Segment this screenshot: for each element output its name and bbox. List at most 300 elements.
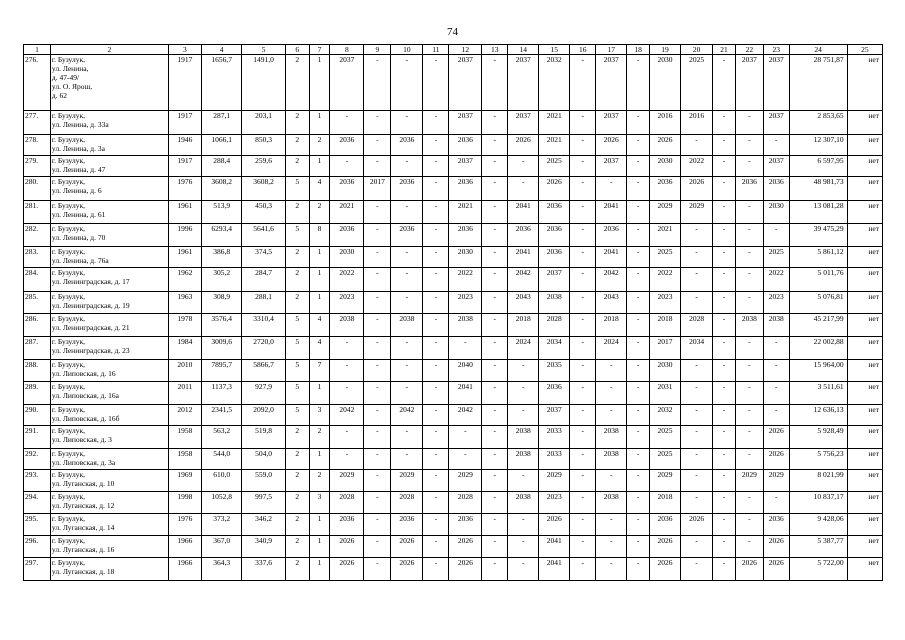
address-line: г. Бузулук,	[51, 135, 85, 144]
value-cell: 2036	[330, 224, 364, 247]
value-cell: -	[627, 405, 650, 426]
value-cell: 2029	[391, 470, 423, 492]
value-cell: 48 981,73	[789, 177, 847, 201]
value-cell: 2043	[596, 292, 627, 314]
value-cell: -	[391, 55, 423, 111]
value-cell: -	[508, 156, 539, 177]
value-cell: 2041	[508, 201, 539, 224]
address-cell	[50, 558, 168, 581]
value-cell: 259,6	[242, 156, 285, 177]
value-cell: 2026	[330, 558, 364, 581]
value-cell: -	[364, 426, 391, 449]
value-cell: -	[364, 514, 391, 536]
value-cell: 2011	[168, 382, 201, 405]
value-cell: -	[423, 558, 449, 581]
address-line: ул. Ленинградская, д. 17	[51, 277, 130, 286]
value-cell: 2030	[650, 55, 681, 111]
value-cell: -	[508, 177, 539, 201]
address-line: ул. Луганская, д. 14	[51, 523, 115, 532]
value-cell: -	[364, 268, 391, 292]
value-cell: -	[423, 135, 449, 156]
value-cell: -	[763, 337, 789, 360]
value-cell: -	[627, 292, 650, 314]
value-cell: 2026	[391, 558, 423, 581]
value-cell: 2036	[449, 514, 482, 536]
value-cell: -	[763, 360, 789, 382]
value-cell: -	[364, 55, 391, 111]
value-cell: -	[627, 514, 650, 536]
value-cell: 2037	[735, 55, 763, 111]
value-cell: 2026	[681, 177, 713, 201]
value-cell: 2	[285, 268, 309, 292]
value-cell: 559,0	[242, 470, 285, 492]
value-cell: -	[330, 111, 364, 135]
value-cell: 364,3	[201, 558, 241, 581]
value-cell: -	[627, 247, 650, 268]
column-number-cell: 4	[201, 45, 241, 55]
value-cell: 2036	[449, 177, 482, 201]
value-cell: -	[713, 382, 736, 405]
value-cell: -	[570, 405, 596, 426]
address-line: ул. Ленинградская, д. 19	[51, 301, 130, 310]
address-cell	[50, 492, 168, 514]
value-cell: -	[713, 536, 736, 558]
value-cell: 2028	[391, 492, 423, 514]
value-cell: 2037	[763, 55, 789, 111]
value-cell: -	[364, 337, 391, 360]
value-cell: 2023	[650, 292, 681, 314]
value-cell: 2720,0	[242, 337, 285, 360]
address-line: г. Бузулук,	[51, 156, 85, 165]
value-cell: -	[681, 426, 713, 449]
value-cell: -	[735, 449, 763, 470]
value-cell: -	[627, 55, 650, 111]
value-cell: 927,9	[242, 382, 285, 405]
column-number-header-row	[24, 45, 883, 55]
value-cell: -	[735, 426, 763, 449]
value-cell: 1996	[168, 224, 201, 247]
value-cell: -	[330, 382, 364, 405]
value-cell: 2037	[539, 268, 570, 292]
value-cell: 563,2	[201, 426, 241, 449]
value-cell: 2038	[508, 449, 539, 470]
value-cell: нет	[847, 268, 882, 292]
value-cell: 2042	[391, 405, 423, 426]
row-number-cell: 295.	[24, 514, 51, 536]
address-cell	[50, 156, 168, 177]
value-cell: 2026	[735, 558, 763, 581]
value-cell: 2	[285, 55, 309, 111]
value-cell: 2018	[650, 492, 681, 514]
value-cell: 2026	[330, 536, 364, 558]
value-cell: 2038	[596, 449, 627, 470]
value-cell: -	[713, 247, 736, 268]
value-cell: -	[423, 224, 449, 247]
address-line: ул. Ленинградская, д. 23	[51, 346, 130, 355]
value-cell: 3009,6	[201, 337, 241, 360]
value-cell: -	[482, 514, 508, 536]
value-cell: -	[596, 405, 627, 426]
value-cell: 2021	[539, 111, 570, 135]
value-cell: -	[735, 111, 763, 135]
value-cell: 15 964,00	[789, 360, 847, 382]
row-number-cell: 280.	[24, 177, 51, 201]
value-cell: -	[627, 135, 650, 156]
value-cell: -	[391, 268, 423, 292]
value-cell: 2	[285, 247, 309, 268]
value-cell: -	[735, 268, 763, 292]
value-cell: -	[713, 201, 736, 224]
value-cell: 203,1	[242, 111, 285, 135]
value-cell: 513,9	[201, 201, 241, 224]
column-number-cell: 9	[364, 45, 391, 55]
value-cell: 3310,4	[242, 314, 285, 337]
value-cell: -	[364, 449, 391, 470]
table-row	[24, 514, 883, 536]
column-number-cell: 17	[596, 45, 627, 55]
value-cell: 544,0	[201, 449, 241, 470]
table-row	[24, 156, 883, 177]
value-cell: -	[596, 536, 627, 558]
value-cell: 8 021,99	[789, 470, 847, 492]
value-cell: -	[391, 360, 423, 382]
column-number-cell: 3	[168, 45, 201, 55]
value-cell: -	[627, 492, 650, 514]
value-cell: -	[508, 536, 539, 558]
value-cell: нет	[847, 111, 882, 135]
value-cell: 5 076,81	[789, 292, 847, 314]
value-cell: 1491,0	[242, 55, 285, 111]
value-cell: -	[596, 360, 627, 382]
value-cell: 2034	[681, 337, 713, 360]
value-cell: -	[735, 514, 763, 536]
value-cell: 2037	[449, 55, 482, 111]
column-number-cell: 23	[763, 45, 789, 55]
value-cell: 2025	[763, 247, 789, 268]
value-cell: нет	[847, 55, 882, 111]
value-cell: -	[391, 111, 423, 135]
value-cell: 3576,4	[201, 314, 241, 337]
row-number-cell: 297.	[24, 558, 51, 581]
value-cell: 2036	[539, 247, 570, 268]
value-cell: 2	[309, 470, 330, 492]
value-cell: 610,0	[201, 470, 241, 492]
value-cell: 2026	[508, 135, 539, 156]
value-cell: 9 428,06	[789, 514, 847, 536]
address-cell	[50, 360, 168, 382]
value-cell: 2041	[449, 382, 482, 405]
value-cell: 2092,0	[242, 405, 285, 426]
row-number-cell: 293.	[24, 470, 51, 492]
address-cell	[50, 292, 168, 314]
value-cell: 3	[309, 405, 330, 426]
value-cell: 2037	[596, 55, 627, 111]
value-cell: 2037	[596, 156, 627, 177]
value-cell: 2018	[596, 314, 627, 337]
value-cell: 2	[285, 201, 309, 224]
row-number-cell: 286.	[24, 314, 51, 337]
value-cell: -	[713, 55, 736, 111]
table-row	[24, 135, 883, 156]
address-cell	[50, 449, 168, 470]
value-cell: -	[735, 492, 763, 514]
table-row	[24, 470, 883, 492]
column-number-cell: 15	[539, 45, 570, 55]
value-cell: 2	[309, 135, 330, 156]
value-cell: 2030	[650, 156, 681, 177]
value-cell: -	[482, 111, 508, 135]
value-cell: 2021	[330, 201, 364, 224]
value-cell: нет	[847, 177, 882, 201]
column-number-cell: 5	[242, 45, 285, 55]
column-number-cell: 25	[847, 45, 882, 55]
value-cell: -	[627, 201, 650, 224]
value-cell: -	[508, 382, 539, 405]
value-cell: нет	[847, 292, 882, 314]
address-line: г. Бузулук,	[51, 268, 85, 277]
value-cell: -	[570, 536, 596, 558]
value-cell: -	[423, 470, 449, 492]
table-row	[24, 268, 883, 292]
value-cell: -	[735, 247, 763, 268]
value-cell: -	[364, 292, 391, 314]
value-cell: -	[570, 492, 596, 514]
value-cell: -	[596, 514, 627, 536]
address-line: ул. Ленина, д. 47	[51, 165, 106, 174]
table-row	[24, 201, 883, 224]
address-cell	[50, 268, 168, 292]
value-cell: 3608,2	[201, 177, 241, 201]
address-line: ул. Липовская, д. 3а	[51, 458, 116, 467]
value-cell: 2	[285, 558, 309, 581]
value-cell: 2036	[330, 177, 364, 201]
value-cell: -	[627, 268, 650, 292]
value-cell: 2021	[650, 224, 681, 247]
value-cell: -	[482, 55, 508, 111]
value-cell: 2022	[650, 268, 681, 292]
value-cell: -	[391, 156, 423, 177]
address-line: ул. Луганская, д. 12	[51, 501, 115, 510]
value-cell: 2022	[681, 156, 713, 177]
value-cell: нет	[847, 470, 882, 492]
value-cell: -	[627, 111, 650, 135]
value-cell: -	[391, 426, 423, 449]
column-number-cell: 19	[650, 45, 681, 55]
address-cell	[50, 536, 168, 558]
housing-repair-table	[23, 44, 883, 581]
value-cell: 850,3	[242, 135, 285, 156]
value-cell: 2036	[763, 177, 789, 201]
value-cell: 346,2	[242, 514, 285, 536]
column-number-cell: 24	[789, 45, 847, 55]
value-cell: 1917	[168, 111, 201, 135]
value-cell: 5	[285, 337, 309, 360]
value-cell: 2038	[508, 426, 539, 449]
value-cell: -	[482, 247, 508, 268]
value-cell: 2037	[330, 55, 364, 111]
value-cell: -	[364, 314, 391, 337]
value-cell: -	[364, 111, 391, 135]
value-cell: 2037	[539, 405, 570, 426]
value-cell: -	[627, 426, 650, 449]
value-cell: 2025	[650, 449, 681, 470]
value-cell: -	[681, 405, 713, 426]
value-cell: -	[681, 558, 713, 581]
table-row	[24, 558, 883, 581]
value-cell: -	[713, 156, 736, 177]
value-cell: 1	[309, 268, 330, 292]
value-cell: 12 307,10	[789, 135, 847, 156]
value-cell: 2016	[681, 111, 713, 135]
value-cell: 1	[309, 55, 330, 111]
value-cell: 2026	[681, 514, 713, 536]
address-cell	[50, 135, 168, 156]
value-cell: 2026	[763, 536, 789, 558]
value-cell: -	[735, 201, 763, 224]
value-cell: 2030	[650, 360, 681, 382]
address-line: ул. О. Ярош,	[51, 82, 93, 91]
value-cell: -	[364, 201, 391, 224]
address-line: г. Бузулук,	[51, 111, 85, 120]
value-cell: 2	[309, 201, 330, 224]
row-number-cell: 296.	[24, 536, 51, 558]
address-line: г. Бузулук,	[51, 514, 85, 523]
value-cell: 2037	[449, 111, 482, 135]
value-cell: -	[423, 111, 449, 135]
row-number-cell: 288.	[24, 360, 51, 382]
address-line: г. Бузулук,	[51, 492, 85, 501]
value-cell: -	[713, 314, 736, 337]
value-cell: нет	[847, 247, 882, 268]
table-row	[24, 405, 883, 426]
value-cell: 2	[285, 492, 309, 514]
value-cell: -	[596, 470, 627, 492]
value-cell: 2026	[763, 426, 789, 449]
value-cell: 997,5	[242, 492, 285, 514]
value-cell: -	[482, 177, 508, 201]
value-cell: -	[681, 135, 713, 156]
row-number-cell: 294.	[24, 492, 51, 514]
value-cell: 28 751,87	[789, 55, 847, 111]
address-line: ул. Ленина, д. 76а	[51, 256, 109, 265]
column-number-cell: 22	[735, 45, 763, 55]
table-row	[24, 382, 883, 405]
value-cell: -	[482, 224, 508, 247]
table-row	[24, 177, 883, 201]
column-number-cell: 11	[423, 45, 449, 55]
value-cell: -	[681, 492, 713, 514]
value-cell: -	[596, 382, 627, 405]
value-cell: -	[364, 536, 391, 558]
value-cell: -	[763, 224, 789, 247]
value-cell: -	[713, 449, 736, 470]
value-cell: 2029	[650, 201, 681, 224]
address-line: г. Бузулук,	[51, 55, 85, 64]
value-cell: -	[482, 201, 508, 224]
value-cell: 2026	[650, 558, 681, 581]
value-cell: -	[330, 156, 364, 177]
column-number-cell: 14	[508, 45, 539, 55]
value-cell: -	[482, 470, 508, 492]
value-cell: 2040	[449, 360, 482, 382]
value-cell: -	[482, 292, 508, 314]
value-cell: 2036	[596, 224, 627, 247]
row-number-cell: 278.	[24, 135, 51, 156]
value-cell: -	[364, 492, 391, 514]
page-number: 74	[447, 26, 458, 38]
value-cell: -	[735, 360, 763, 382]
value-cell: 2	[309, 426, 330, 449]
address-line: ул. Ленина,	[51, 64, 89, 73]
value-cell: 5 861,12	[789, 247, 847, 268]
value-cell: 5 011,76	[789, 268, 847, 292]
value-cell: 367,0	[201, 536, 241, 558]
value-cell: 2028	[681, 314, 713, 337]
value-cell: 2036	[763, 514, 789, 536]
value-cell: 5 387,77	[789, 536, 847, 558]
value-cell: -	[508, 558, 539, 581]
value-cell: -	[681, 382, 713, 405]
value-cell: -	[364, 382, 391, 405]
value-cell: 2032	[539, 55, 570, 111]
value-cell: 5	[285, 360, 309, 382]
value-cell: 1946	[168, 135, 201, 156]
value-cell: 4	[309, 314, 330, 337]
table-row	[24, 536, 883, 558]
value-cell: нет	[847, 135, 882, 156]
value-cell: 373,2	[201, 514, 241, 536]
value-cell: 2012	[168, 405, 201, 426]
value-cell: 2038	[508, 492, 539, 514]
value-cell: 1966	[168, 558, 201, 581]
value-cell: 2037	[763, 156, 789, 177]
address-line: ул. Ленина, д. 70	[51, 233, 106, 242]
value-cell: 1976	[168, 514, 201, 536]
value-cell: -	[570, 156, 596, 177]
value-cell: нет	[847, 449, 882, 470]
address-line: ул. Липовская, д. 16б	[51, 414, 120, 423]
value-cell: -	[482, 135, 508, 156]
value-cell: -	[681, 536, 713, 558]
address-cell	[50, 382, 168, 405]
value-cell: -	[681, 247, 713, 268]
value-cell: 2	[285, 470, 309, 492]
value-cell: 2042	[508, 268, 539, 292]
value-cell: 12 636,13	[789, 405, 847, 426]
value-cell: -	[449, 449, 482, 470]
value-cell: 2026	[650, 135, 681, 156]
value-cell: 13 081,28	[789, 201, 847, 224]
value-cell: 2029	[763, 470, 789, 492]
value-cell: 1961	[168, 247, 201, 268]
value-cell: 2042	[596, 268, 627, 292]
value-cell: 6293,4	[201, 224, 241, 247]
value-cell: -	[330, 449, 364, 470]
value-cell: -	[570, 382, 596, 405]
value-cell: -	[713, 111, 736, 135]
value-cell: -	[330, 426, 364, 449]
value-cell: -	[713, 360, 736, 382]
value-cell: 1969	[168, 470, 201, 492]
address-line: г. Бузулук,	[51, 382, 85, 391]
value-cell: 2028	[449, 492, 482, 514]
value-cell: 2024	[596, 337, 627, 360]
address-line: г. Бузулук,	[51, 177, 85, 186]
value-cell: 288,4	[201, 156, 241, 177]
address-line: ул. Луганская, д. 18	[51, 567, 115, 576]
value-cell: 1	[309, 558, 330, 581]
value-cell: -	[423, 449, 449, 470]
